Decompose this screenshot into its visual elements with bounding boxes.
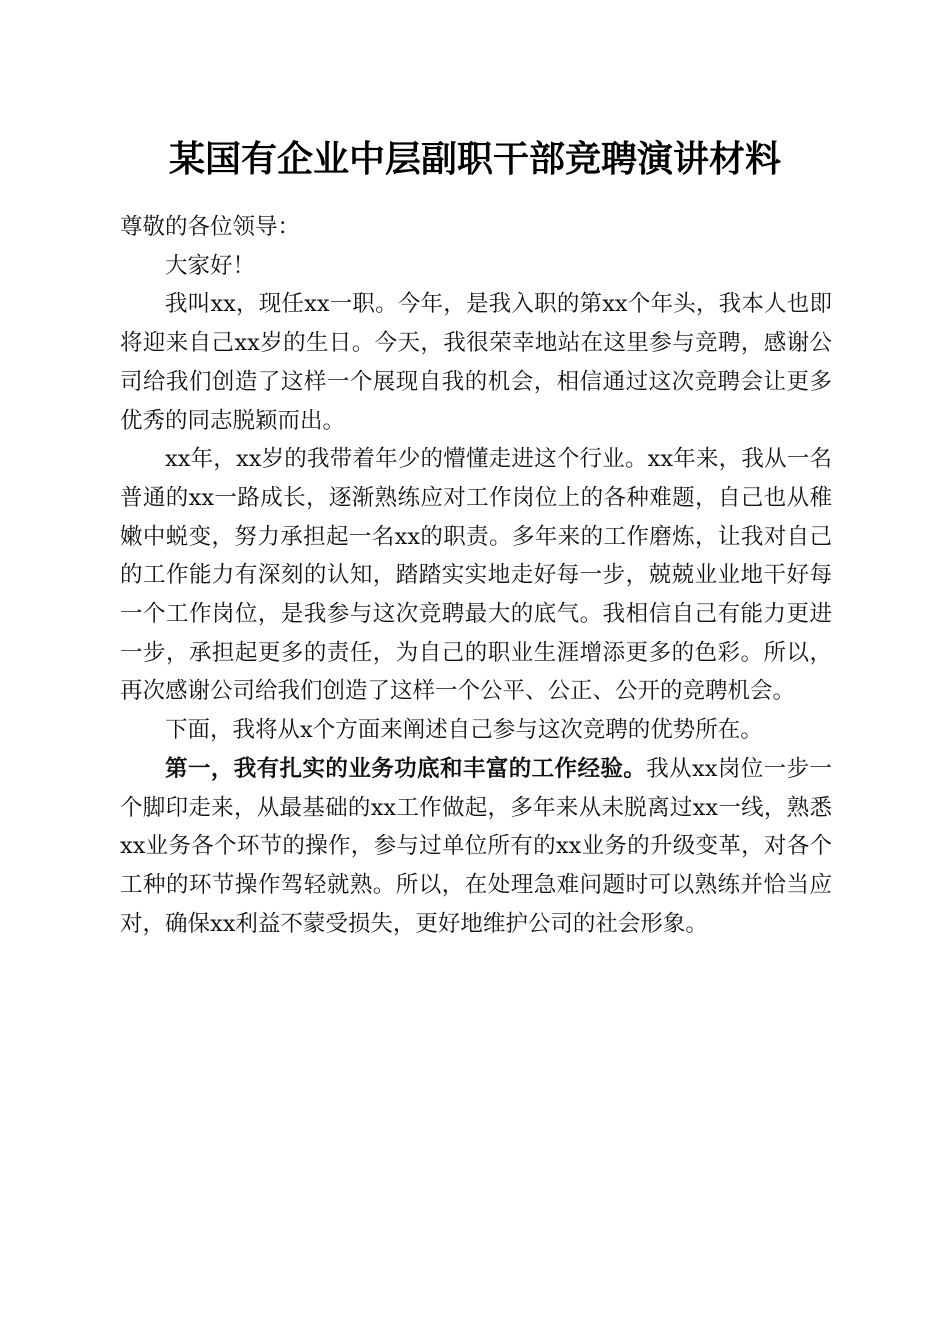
paragraph-career-history: xx年，xx岁的我带着年少的懵懂走进这个行业。xx年来，我从一名普通的xx一路成长，逐渐熟练应对工作岗位上的各种难题，自己也从稚嫩中蜕变，努力承担起一名xx的职责。多年来的工作磨炼，让我对自己的工作能力有深刻的认知，踏踏实实地走好每一步，兢兢业业地干好每一个工作岗位，是我参与这次竞聘最大的底气。我相信自己有能力更进一步，承担起更多的责任，为自己的职业生涯增添更多的色彩。所以，再次感谢公司给我们创造了这样一个公平、公正、公开的竞聘机会。 bbox=[120, 446, 832, 705]
first-advantage-body: 我从xx岗位一步一个脚印走来，从最基础的xx工作做起，多年来从未脱离过xx一线，熟悉xx业务各个环节的操作，参与过单位所有的xx业务的升级变革，对各个工种的环节操作驾轻就熟。所以，在处理急难问题时可以熟练并恰当应对，确保xx利益不蒙受损失，更好地维护公司的社会形象。 bbox=[120, 755, 832, 937]
salutation: 尊敬的各位领导： bbox=[120, 214, 301, 240]
document-title: 某国有企业中层副职干部竞聘演讲材料 bbox=[168, 138, 781, 180]
document-body bbox=[120, 208, 832, 943]
greeting: 大家好！ bbox=[165, 252, 256, 279]
paragraph-first-advantage bbox=[120, 750, 832, 944]
first-advantage-heading: 第一，我有扎实的业务功底和丰富的工作经验。 bbox=[165, 755, 647, 782]
paragraph-advantages-intro: 下面，我将从x个方面来阐述自己参与这次竞聘的优势所在。 bbox=[165, 717, 763, 744]
paragraph-introduction: 我叫xx，现任xx一职。今年，是我入职的第xx个年头，我本人也即将迎来自己xx岁的生日。今天，我很荣幸地站在这里参与竞聘，感谢公司给我们创造了这样一个展现自我的机会，相信通过这次竞聘会让更多优秀的同志脱颖而出。 bbox=[120, 291, 832, 434]
